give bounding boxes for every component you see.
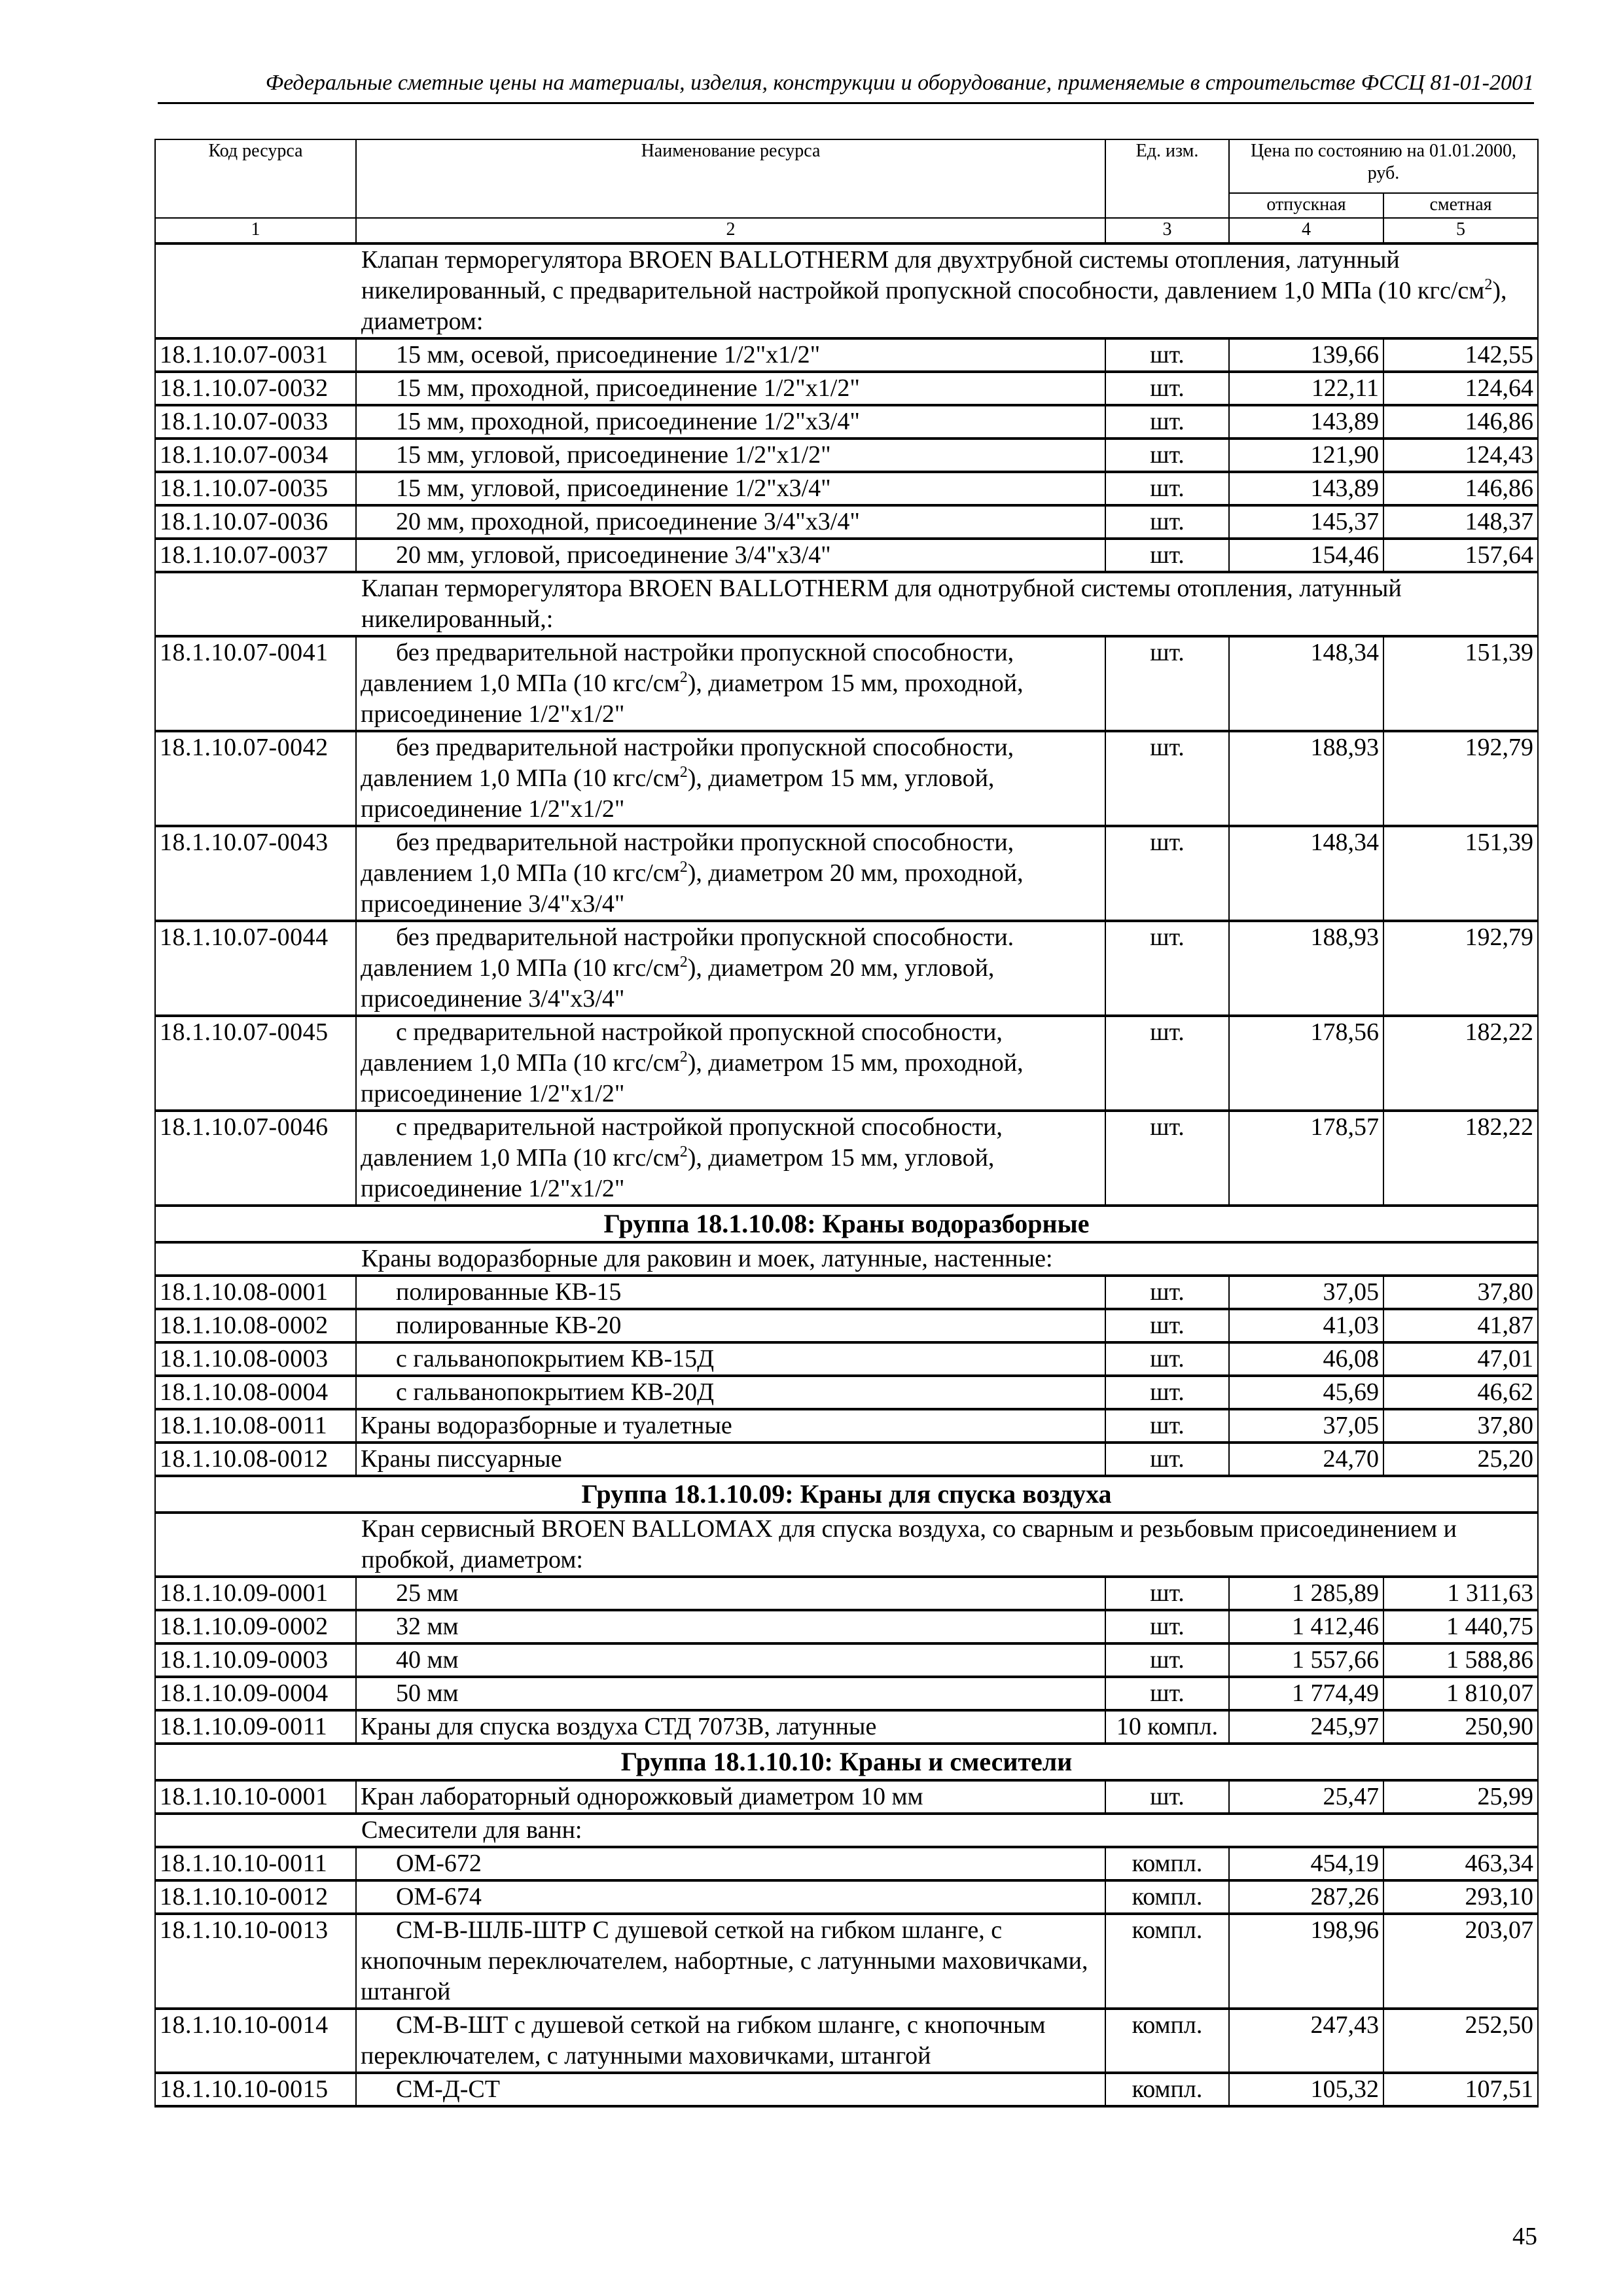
table-row <box>155 2073 1538 2106</box>
price-release: 245,97 <box>1229 1710 1383 1744</box>
header-name: Наименование ресурса <box>356 139 1105 218</box>
resource-name-part: без предварительной настройки пропускной способности, давлением 1,0 МПа (10 кгс/см <box>361 829 1014 887</box>
price-release: 148,34 <box>1229 826 1383 921</box>
column-number: 3 <box>1105 218 1229 243</box>
resource-name-part: без предварительной настройки пропускной способности. давлением 1,0 МПа (10 кгс/см <box>361 924 1014 982</box>
price-release: 1 557,66 <box>1229 1643 1383 1677</box>
table-row <box>155 1016 1538 1111</box>
price-estimate: 192,79 <box>1383 731 1538 826</box>
table-row <box>155 921 1538 1016</box>
unit-of-measure: 10 компл. <box>1105 1710 1229 1744</box>
unit-of-measure: шт. <box>1105 1309 1229 1342</box>
table-row <box>155 439 1538 472</box>
resource-name <box>356 472 1105 505</box>
column-number: 2 <box>356 218 1105 243</box>
price-release: 1 285,89 <box>1229 1577 1383 1610</box>
resource-code: 18.1.10.10-0001 <box>155 1780 356 1814</box>
resource-code: 18.1.10.08-0004 <box>155 1376 356 1409</box>
description-text: Кран сервисный BROEN BALLOMAX для спуска воздуха, со сварным и резьбовым присоединением и пробкой, диаметром: <box>361 1515 1457 1573</box>
price-estimate: 157,64 <box>1383 539 1538 572</box>
resource-name-part: с предварительной настройкой пропускной способности, давлением 1,0 МПа (10 кгс/см <box>361 1113 1003 1172</box>
price-estimate: 148,37 <box>1383 505 1538 539</box>
unit-of-measure: шт. <box>1105 1016 1229 1111</box>
resource-name <box>356 1409 1105 1443</box>
table-row <box>155 1643 1538 1677</box>
price-estimate: 463,34 <box>1383 1847 1538 1880</box>
section-description-row <box>155 1513 1538 1577</box>
running-header: Федеральные сметные цены на материалы, изделия, конструкции и оборудование, применяемые в строительстве ФССЦ 81-01-2001 <box>158 65 1534 104</box>
resource-code: 18.1.10.07-0032 <box>155 372 356 405</box>
table-row <box>155 1577 1538 1610</box>
resource-name <box>356 921 1105 1016</box>
resource-code: 18.1.10.07-0031 <box>155 338 356 372</box>
price-estimate: 293,10 <box>1383 1880 1538 1914</box>
resource-name-part: без предварительной настройки пропускной способности, давлением 1,0 МПа (10 кгс/см <box>361 734 1014 792</box>
table-row <box>155 826 1538 921</box>
price-estimate: 107,51 <box>1383 2073 1538 2106</box>
unit-of-measure: шт. <box>1105 405 1229 439</box>
resource-name-text: 32 мм <box>396 1613 459 1640</box>
resource-code: 18.1.10.07-0035 <box>155 472 356 505</box>
price-release: 46,08 <box>1229 1342 1383 1376</box>
resource-name-text: ОМ-674 <box>396 1883 482 1910</box>
table-row <box>155 1443 1538 1476</box>
price-estimate: 1 810,07 <box>1383 1677 1538 1710</box>
resource-code: 18.1.10.07-0033 <box>155 405 356 439</box>
table-row <box>155 505 1538 539</box>
resource-name-part: ), диаметром 15 мм, проходной, присоединение 1/2"х1/2" <box>361 670 1024 728</box>
price-estimate: 46,62 <box>1383 1376 1538 1409</box>
resource-code: 18.1.10.07-0036 <box>155 505 356 539</box>
resource-name-text: СМ-В-ШТ с душевой сеткой на гибком шланге, с кнопочным переключателем, с латунными маховичками, штангой <box>361 2011 1046 2070</box>
header-price-release: отпускная <box>1229 193 1383 218</box>
resource-name-text: Краны писсуарные <box>361 1445 562 1473</box>
table-row <box>155 1409 1538 1443</box>
unit-of-measure: шт. <box>1105 1677 1229 1710</box>
group-header-row <box>155 1744 1538 1780</box>
price-estimate: 1 440,75 <box>1383 1610 1538 1643</box>
description-text: ), диаметром: <box>361 277 1507 335</box>
resource-name <box>356 372 1105 405</box>
resource-code: 18.1.10.09-0004 <box>155 1677 356 1710</box>
table-row <box>155 1880 1538 1914</box>
resource-code: 18.1.10.08-0002 <box>155 1309 356 1342</box>
price-estimate: 37,80 <box>1383 1276 1538 1309</box>
section-description-row <box>155 572 1538 636</box>
unit-of-measure: шт. <box>1105 1780 1229 1814</box>
resource-code: 18.1.10.09-0011 <box>155 1710 356 1744</box>
resource-name-text: СМ-Д-СТ <box>396 2075 500 2103</box>
resource-code: 18.1.10.07-0045 <box>155 1016 356 1111</box>
price-estimate: 182,22 <box>1383 1016 1538 1111</box>
resource-name <box>356 1880 1105 1914</box>
resource-name-text: 15 мм, угловой, присоединение 1/2"х3/4" <box>396 475 831 502</box>
table-row <box>155 636 1538 731</box>
group-header-row <box>155 1476 1538 1513</box>
resource-name-part: ), диаметром 20 мм, проходной, присоединение 3/4"х3/4" <box>361 859 1024 918</box>
price-release: 1 774,49 <box>1229 1677 1383 1710</box>
resource-code: 18.1.10.09-0003 <box>155 1643 356 1677</box>
table-row <box>155 338 1538 372</box>
resource-name-text: СМ-В-ШЛБ-ШТР С душевой сеткой на гибком шланге, с кнопочным переключателем, набортные, с латунными маховичками, штангой <box>361 1916 1088 2005</box>
price-release: 37,05 <box>1229 1276 1383 1309</box>
resource-name-text: 20 мм, проходной, присоединение 3/4"х3/4" <box>396 508 860 535</box>
column-number-row <box>155 218 1538 243</box>
resource-name-text: 40 мм <box>396 1646 459 1674</box>
unit-of-measure: шт. <box>1105 636 1229 731</box>
resource-name-part: с предварительной настройкой пропускной способности, давлением 1,0 МПа (10 кгс/см <box>361 1018 1003 1077</box>
unit-of-measure: шт. <box>1105 1643 1229 1677</box>
resource-code: 18.1.10.08-0001 <box>155 1276 356 1309</box>
price-release: 139,66 <box>1229 338 1383 372</box>
unit-of-measure: шт. <box>1105 1610 1229 1643</box>
resource-name-text: Краны водоразборные и туалетные <box>361 1412 732 1439</box>
price-release: 287,26 <box>1229 1880 1383 1914</box>
empty-cell <box>155 572 356 636</box>
price-release: 188,93 <box>1229 731 1383 826</box>
superscript: 2 <box>679 669 688 686</box>
header-code: Код ресурса <box>155 139 356 218</box>
table-row <box>155 2009 1538 2073</box>
price-estimate: 182,22 <box>1383 1111 1538 1206</box>
header-unit: Ед. изм. <box>1105 139 1229 218</box>
resource-name-text: Краны для спуска воздуха СТД 7073В, латунные <box>361 1713 877 1740</box>
resource-name <box>356 1276 1105 1309</box>
price-estimate: 142,55 <box>1383 338 1538 372</box>
unit-of-measure: шт. <box>1105 1577 1229 1610</box>
table-row <box>155 1376 1538 1409</box>
resource-code: 18.1.10.10-0011 <box>155 1847 356 1880</box>
resource-code: 18.1.10.10-0014 <box>155 2009 356 2073</box>
price-estimate: 151,39 <box>1383 636 1538 731</box>
resource-name-part: ), диаметром 15 мм, угловой, присоединение 1/2"х1/2" <box>361 764 995 823</box>
price-release: 45,69 <box>1229 1376 1383 1409</box>
unit-of-measure: шт. <box>1105 921 1229 1016</box>
table-row <box>155 731 1538 826</box>
resource-name-part: ), диаметром 15 мм, проходной, присоединение 1/2"х1/2" <box>361 1049 1024 1107</box>
superscript: 2 <box>679 954 688 971</box>
superscript: 2 <box>679 764 688 781</box>
price-estimate: 151,39 <box>1383 826 1538 921</box>
section-description-row <box>155 243 1538 338</box>
price-estimate: 250,90 <box>1383 1710 1538 1744</box>
resource-name-part: без предварительной настройки пропускной способности, давлением 1,0 МПа (10 кгс/см <box>361 639 1014 697</box>
price-release: 41,03 <box>1229 1309 1383 1342</box>
resource-name <box>356 1111 1105 1206</box>
superscript: 2 <box>679 859 688 876</box>
resource-name-text: 15 мм, осевой, присоединение 1/2"х1/2" <box>396 341 821 368</box>
price-release: 143,89 <box>1229 405 1383 439</box>
unit-of-measure: шт. <box>1105 472 1229 505</box>
price-estimate: 252,50 <box>1383 2009 1538 2073</box>
column-number: 1 <box>155 218 356 243</box>
resource-name-text: 20 мм, угловой, присоединение 3/4"х3/4" <box>396 541 831 569</box>
resource-name-text: ОМ-672 <box>396 1850 482 1877</box>
resource-name <box>356 338 1105 372</box>
unit-of-measure: компл. <box>1105 1914 1229 2009</box>
superscript: 2 <box>679 1049 688 1066</box>
table-row <box>155 1610 1538 1643</box>
resource-name <box>356 1847 1105 1880</box>
table-row <box>155 1342 1538 1376</box>
price-release: 188,93 <box>1229 921 1383 1016</box>
price-release: 24,70 <box>1229 1443 1383 1476</box>
resource-name <box>356 2009 1105 2073</box>
empty-cell <box>155 1814 356 1847</box>
table-row <box>155 472 1538 505</box>
resource-name <box>356 636 1105 731</box>
resource-name-text: Кран лабораторный однорожковый диаметром 10 мм <box>361 1783 923 1810</box>
price-estimate: 124,43 <box>1383 439 1538 472</box>
empty-cell <box>155 243 356 338</box>
price-release: 25,47 <box>1229 1780 1383 1814</box>
header-price-estimate: сметная <box>1383 193 1538 218</box>
resource-code: 18.1.10.08-0012 <box>155 1443 356 1476</box>
unit-of-measure: шт. <box>1105 1376 1229 1409</box>
price-estimate: 25,20 <box>1383 1443 1538 1476</box>
table-row <box>155 1710 1538 1744</box>
group-header-row <box>155 1206 1538 1242</box>
price-estimate: 146,86 <box>1383 405 1538 439</box>
price-estimate: 47,01 <box>1383 1342 1538 1376</box>
unit-of-measure: шт. <box>1105 539 1229 572</box>
price-release: 105,32 <box>1229 2073 1383 2106</box>
resource-name-text: 25 мм <box>396 1579 459 1607</box>
resource-code: 18.1.10.08-0011 <box>155 1409 356 1443</box>
unit-of-measure: компл. <box>1105 2009 1229 2073</box>
price-release: 154,46 <box>1229 539 1383 572</box>
resource-code: 18.1.10.07-0046 <box>155 1111 356 1206</box>
resource-name <box>356 1710 1105 1744</box>
price-estimate: 124,64 <box>1383 372 1538 405</box>
section-description-row <box>155 1242 1538 1276</box>
empty-cell <box>155 1513 356 1577</box>
price-estimate: 192,79 <box>1383 921 1538 1016</box>
table-row <box>155 539 1538 572</box>
group-title: Группа 18.1.10.10: Краны и смесители <box>155 1744 1538 1780</box>
group-title: Группа 18.1.10.09: Краны для спуска воздуха <box>155 1476 1538 1513</box>
resource-name <box>356 2073 1105 2106</box>
price-release: 145,37 <box>1229 505 1383 539</box>
header-price-group: Цена по состоянию на 01.01.2000, руб. <box>1229 139 1538 193</box>
table-row <box>155 1780 1538 1814</box>
price-estimate: 203,07 <box>1383 1914 1538 2009</box>
resource-name-text: полированные КВ-20 <box>396 1312 622 1339</box>
resource-name <box>356 1309 1105 1342</box>
price-release: 1 412,46 <box>1229 1610 1383 1643</box>
table-row <box>155 1309 1538 1342</box>
price-release: 37,05 <box>1229 1409 1383 1443</box>
resource-code: 18.1.10.07-0034 <box>155 439 356 472</box>
price-estimate: 1 588,86 <box>1383 1643 1538 1677</box>
resource-name <box>356 731 1105 826</box>
resource-code: 18.1.10.10-0013 <box>155 1914 356 2009</box>
table-row <box>155 405 1538 439</box>
price-release: 121,90 <box>1229 439 1383 472</box>
resource-code: 18.1.10.09-0002 <box>155 1610 356 1643</box>
resource-code: 18.1.10.07-0042 <box>155 731 356 826</box>
table-row <box>155 1111 1538 1206</box>
description-text: Клапан терморегулятора BROEN BALLOTHERM для однотрубной системы отопления, латунный никелированный,: <box>361 575 1402 633</box>
price-estimate: 41,87 <box>1383 1309 1538 1342</box>
resource-name <box>356 1342 1105 1376</box>
price-release: 198,96 <box>1229 1914 1383 2009</box>
section-description <box>356 572 1538 636</box>
page-number: 45 <box>1512 2223 1537 2250</box>
price-release: 122,11 <box>1229 372 1383 405</box>
resource-code: 18.1.10.07-0041 <box>155 636 356 731</box>
unit-of-measure: шт. <box>1105 826 1229 921</box>
resource-name-part: ), диаметром 15 мм, угловой, присоединение 1/2"х1/2" <box>361 1144 995 1202</box>
superscript: 2 <box>679 1143 688 1160</box>
resource-name-text: полированные КВ-15 <box>396 1278 622 1306</box>
table-row <box>155 1677 1538 1710</box>
resource-code: 18.1.10.07-0043 <box>155 826 356 921</box>
unit-of-measure: шт. <box>1105 372 1229 405</box>
empty-cell <box>155 1242 356 1276</box>
resource-name <box>356 1376 1105 1409</box>
section-description <box>356 1513 1538 1577</box>
column-number: 5 <box>1383 218 1538 243</box>
resource-name-text: 50 мм <box>396 1679 459 1707</box>
resource-name <box>356 1780 1105 1814</box>
resource-name <box>356 405 1105 439</box>
resource-code: 18.1.10.07-0037 <box>155 539 356 572</box>
resource-code: 18.1.10.07-0044 <box>155 921 356 1016</box>
unit-of-measure: компл. <box>1105 1847 1229 1880</box>
table-row <box>155 372 1538 405</box>
price-estimate: 1 311,63 <box>1383 1577 1538 1610</box>
price-estimate: 146,86 <box>1383 472 1538 505</box>
resource-name-text: с гальванопокрытием КВ-15Д <box>396 1345 715 1372</box>
resource-name <box>356 1016 1105 1111</box>
unit-of-measure: шт. <box>1105 505 1229 539</box>
resource-name-part: ), диаметром 20 мм, угловой, присоединение 3/4"х3/4" <box>361 954 995 1013</box>
description-text: Смесители для ванн: <box>361 1816 582 1844</box>
unit-of-measure: шт. <box>1105 1276 1229 1309</box>
price-release: 143,89 <box>1229 472 1383 505</box>
unit-of-measure: шт. <box>1105 1409 1229 1443</box>
table-row <box>155 1847 1538 1880</box>
resource-code: 18.1.10.10-0015 <box>155 2073 356 2106</box>
resource-name <box>356 826 1105 921</box>
price-estimate: 25,99 <box>1383 1780 1538 1814</box>
price-release: 148,34 <box>1229 636 1383 731</box>
section-description-row <box>155 1814 1538 1847</box>
superscript: 2 <box>1484 276 1493 293</box>
resource-name <box>356 1643 1105 1677</box>
price-release: 178,57 <box>1229 1111 1383 1206</box>
unit-of-measure: шт. <box>1105 1111 1229 1206</box>
table-row <box>155 1276 1538 1309</box>
column-number: 4 <box>1229 218 1383 243</box>
section-description <box>356 243 1538 338</box>
price-release: 454,19 <box>1229 1847 1383 1880</box>
unit-of-measure: шт. <box>1105 338 1229 372</box>
unit-of-measure: шт. <box>1105 439 1229 472</box>
resource-code: 18.1.10.09-0001 <box>155 1577 356 1610</box>
resource-code: 18.1.10.10-0012 <box>155 1880 356 1914</box>
resource-name <box>356 1577 1105 1610</box>
price-release: 178,56 <box>1229 1016 1383 1111</box>
unit-of-measure: компл. <box>1105 1880 1229 1914</box>
resource-name-text: 15 мм, угловой, присоединение 1/2"х1/2" <box>396 441 831 469</box>
description-text: Краны водоразборные для раковин и моек, латунные, настенные: <box>361 1245 1053 1272</box>
price-table <box>154 139 1539 2108</box>
description-text: Клапан терморегулятора BROEN BALLOTHERM для двухтрубной системы отопления, латунный никелированный, с предварительной настройкой пропускной способности, давлением 1,0 МПа (10 кгс/см <box>361 246 1485 304</box>
table-row <box>155 1914 1538 2009</box>
unit-of-measure: шт. <box>1105 1342 1229 1376</box>
price-estimate: 37,80 <box>1383 1409 1538 1443</box>
resource-name <box>356 1443 1105 1476</box>
resource-name <box>356 1914 1105 2009</box>
group-title: Группа 18.1.10.08: Краны водоразборные <box>155 1206 1538 1242</box>
resource-name <box>356 539 1105 572</box>
unit-of-measure: шт. <box>1105 1443 1229 1476</box>
price-release: 247,43 <box>1229 2009 1383 2073</box>
resource-name <box>356 1677 1105 1710</box>
section-description <box>356 1814 1538 1847</box>
resource-name-text: 15 мм, проходной, присоединение 1/2"х1/2" <box>396 374 860 402</box>
resource-code: 18.1.10.08-0003 <box>155 1342 356 1376</box>
unit-of-measure: компл. <box>1105 2073 1229 2106</box>
resource-name <box>356 505 1105 539</box>
section-description <box>356 1242 1538 1276</box>
resource-name-text: с гальванопокрытием КВ-20Д <box>396 1378 715 1406</box>
resource-name <box>356 1610 1105 1643</box>
resource-name <box>356 439 1105 472</box>
unit-of-measure: шт. <box>1105 731 1229 826</box>
resource-name-text: 15 мм, проходной, присоединение 1/2"х3/4" <box>396 408 860 435</box>
